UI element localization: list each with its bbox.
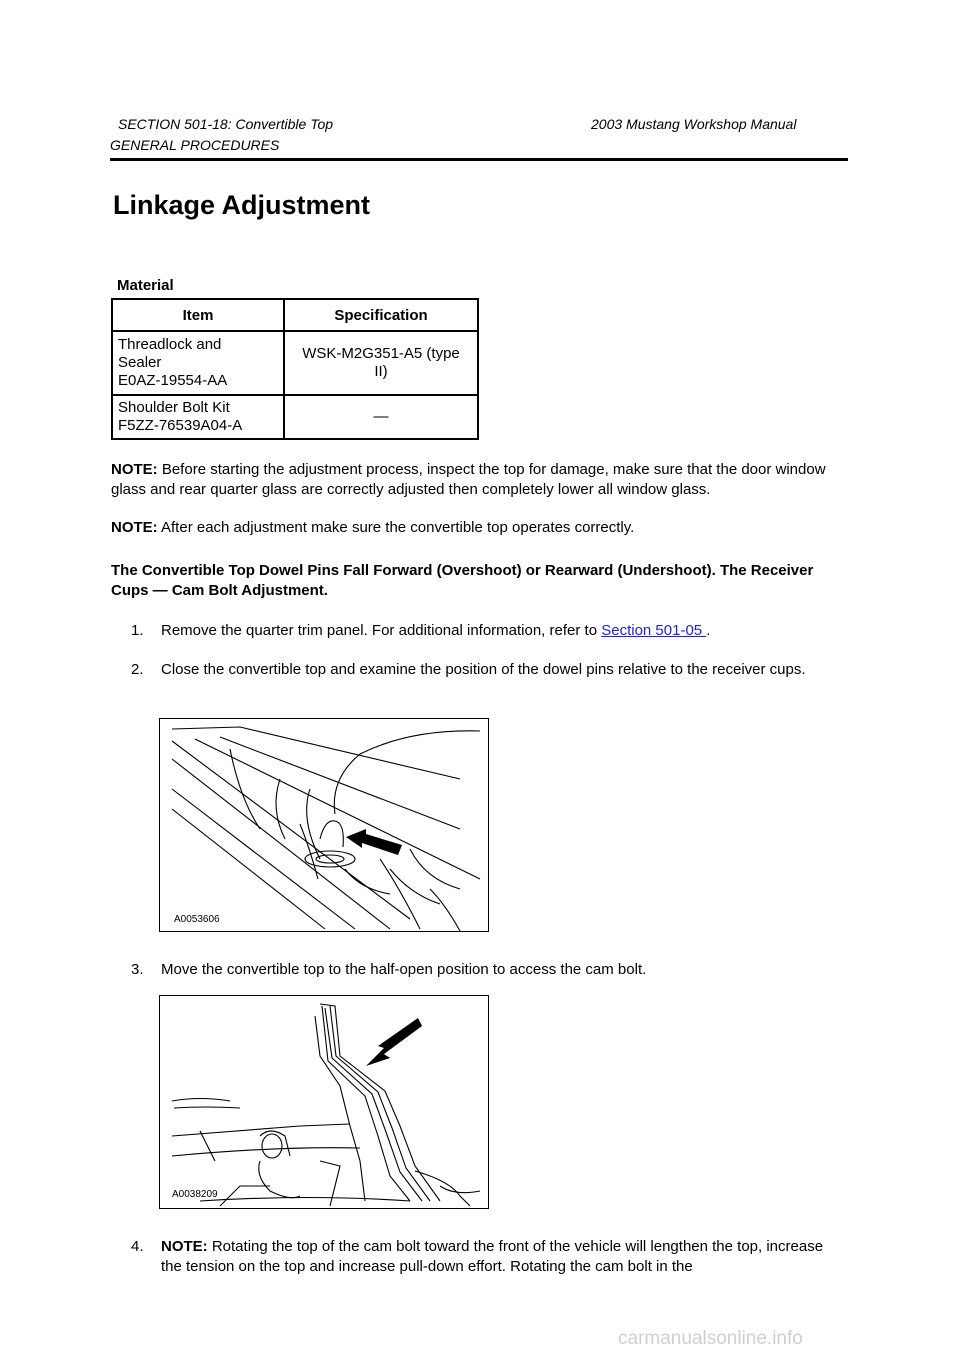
step-number: 3. — [131, 961, 144, 978]
cell-spec: — — [284, 395, 478, 439]
arrow-icon — [366, 1018, 422, 1066]
step-text: Move the convertible top to the half-open position to access the cam bolt. — [161, 961, 647, 978]
subheading — [111, 561, 841, 601]
table-header-row — [112, 299, 478, 331]
step-text-after: . — [706, 622, 711, 639]
step-text-body: Rotating the top of the cam bolt toward the front of the vehicle will lengthen the top, increase the tension on the top and increase pull-down effort. Rotating the cam bolt in the — [161, 1238, 824, 1275]
page-title: Linkage Adjustment — [113, 190, 371, 220]
header-section: SECTION 501-18: Convertible Top — [118, 116, 334, 132]
note-label: NOTE: — [161, 1238, 208, 1255]
note-1 — [111, 460, 841, 500]
watermark: carmanualsonline.info — [618, 1328, 803, 1349]
figure-dowel-pin — [159, 718, 489, 932]
material-label: Material — [117, 277, 174, 294]
note-text: After each adjustment make sure the convertible top operates correctly. — [157, 519, 635, 536]
section-501-05-link[interactable]: Section 501-05 — [601, 622, 707, 639]
header-rule — [110, 158, 848, 161]
cam-bolt-illustration — [160, 996, 488, 1208]
step-number: 2. — [131, 661, 144, 678]
note-label: NOTE: — [111, 519, 158, 536]
cell-item: Shoulder Bolt Kit F5ZZ-76539A04-A — [112, 395, 284, 439]
figure-label: A0038209 — [172, 1189, 218, 1200]
step-number: 4. — [131, 1238, 144, 1255]
header-manual: 2003 Mustang Workshop Manual — [591, 116, 797, 132]
table-row — [112, 331, 478, 395]
header-spec: Specification — [284, 299, 478, 331]
figure-cam-bolt — [159, 995, 489, 1209]
table-row — [112, 395, 478, 439]
step-text-body: Remove the quarter trim panel. For additional information, refer to — [161, 622, 602, 639]
material-table — [111, 298, 479, 440]
header-category: GENERAL PROCEDURES — [110, 137, 280, 153]
step-number: 1. — [131, 622, 144, 639]
header-item: Item — [112, 299, 284, 331]
note-2 — [111, 518, 841, 538]
step-text — [161, 1237, 841, 1277]
step-text — [161, 621, 841, 641]
step-text: Close the convertible top and examine the position of the dowel pins relative to the receiver cups. — [161, 661, 806, 678]
arrow-icon — [346, 829, 402, 855]
figure-label: A0053606 — [174, 914, 220, 925]
cell-item: Threadlock and Sealer E0AZ-19554-AA — [112, 331, 284, 395]
dowel-pin-illustration — [160, 719, 488, 931]
cell-spec: WSK-M2G351-A5 (type II) — [284, 331, 478, 395]
note-text: Before starting the adjustment process, inspect the top for damage, make sure that the door window glass and rear quarter glass are correctly adjusted then completely lower all window glass. — [111, 461, 826, 498]
subheading-text: The Convertible Top Dowel Pins Fall Forward (Overshoot) or Rearward (Undershoot). The Receiver Cups — Cam Bolt Adjustment. — [111, 562, 814, 599]
note-label: NOTE: — [111, 461, 158, 478]
